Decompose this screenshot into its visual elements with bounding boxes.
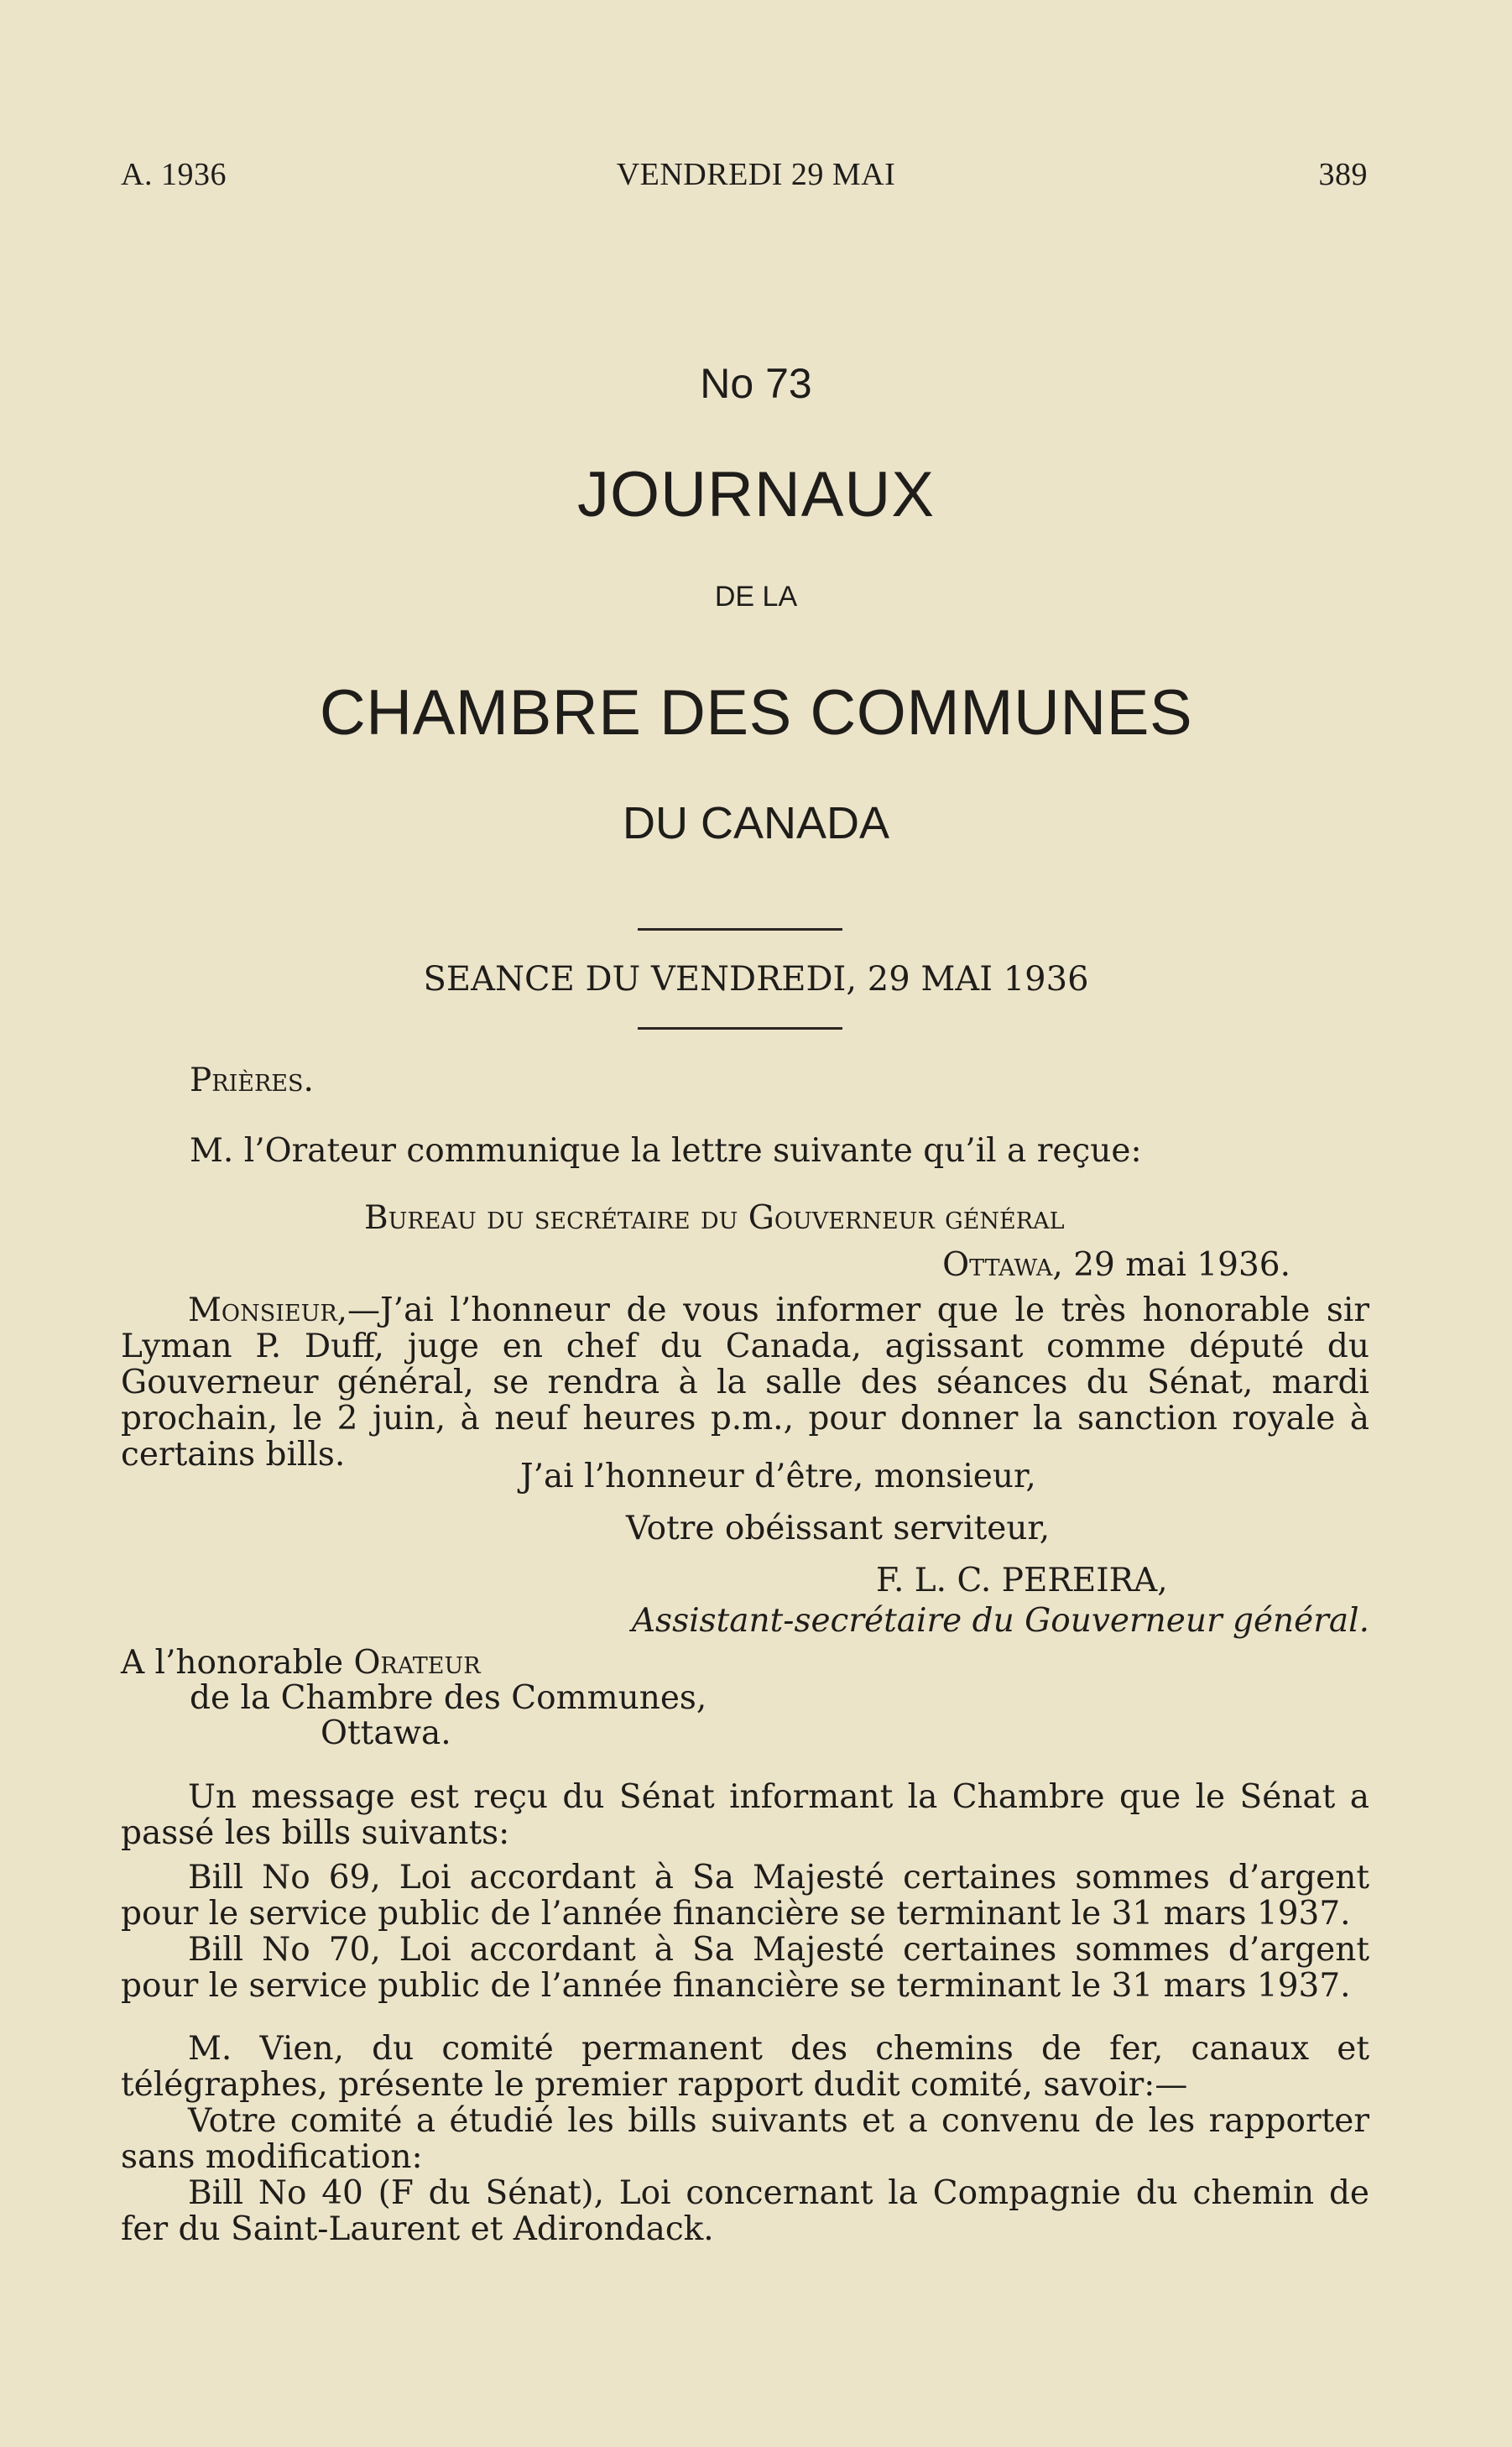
title-de-la: DE LA [714, 581, 798, 613]
page-title: JOURNAUX [576, 459, 936, 530]
address-orateur: Orateur [353, 1644, 481, 1682]
letter-dateline [942, 1247, 1290, 1283]
letter-office: Bureau du secrétaire du Gouverneur général [364, 1199, 1065, 1237]
bill-40: Bill No 40 (F du Sénat), Loi concernant la Compagnie du chemin de fer du Saint-Laurent et Adirondack. [121, 2174, 1369, 2248]
address-line-3: Ottawa. [321, 1714, 451, 1752]
title-chambre: CHAMBRE DES COMMUNES [319, 677, 1193, 749]
letter-closing-1: J’ai l’honneur d’être, monsieur, [520, 1458, 1036, 1495]
address-line-2: de la Chambre des Communes, [190, 1679, 707, 1717]
bill-69: Bill No 69, Loi accordant à Sa Majesté certaines sommes d’argent pour le service public de l’année financière se terminant le 31 mars 1937. [121, 1859, 1369, 1933]
letter-signature: F. L. C. PEREIRA, [876, 1562, 1168, 1599]
header-date: VENDREDI 29 MAI [616, 157, 896, 192]
divider-top [638, 928, 842, 931]
divider-bottom [638, 1027, 842, 1030]
letter-place: Ottawa, [942, 1246, 1063, 1284]
letter-body-text: —J’ai l’honneur de vous informer que le très honorable sir Lyman P. Duff, juge en chef du Canada, agissant comme député du Gouverneur général, se rendra à la salle des séances du Sénat, mardi prochain, le 2 juin, à neuf heures p.m., pour donner la sanction royale à certains bills. [121, 1291, 1369, 1474]
vien-report: M. Vien, du comité permanent des chemins de fer, canaux et télégraphes, présente le premier rapport dudit comité, savoir:— [121, 2030, 1369, 2104]
session-heading: SEANCE DU VENDREDI, 29 MAI 1936 [423, 960, 1089, 999]
header-year: A. 1936 [121, 157, 227, 192]
senate-message: Un message est reçu du Sénat informant la Chambre que le Sénat a passé les bills suivants: [121, 1778, 1369, 1852]
committee-report: Votre comité a étudié les bills suivants et a convenu de les rapporter sans modification: [121, 2102, 1369, 2176]
intro-line: M. l’Orateur communique la lettre suivante qu’il a reçue: [190, 1132, 1142, 1170]
letter-body [121, 1292, 1369, 1473]
letter-salutation: Monsieur, [188, 1291, 348, 1329]
letter-closing-2: Votre obéissant serviteur, [626, 1510, 1051, 1547]
address-line-1 [121, 1645, 481, 1681]
letter-signature-title: Assistant-secrétaire du Gouverneur général. [631, 1602, 1369, 1640]
title-canada: DU CANADA [622, 798, 890, 848]
letter-date: 29 mai 1936. [1062, 1246, 1290, 1284]
address-prefix: A l’honorable [121, 1644, 354, 1682]
issue-number: No 73 [700, 360, 812, 407]
prayers: Prières. [190, 1062, 314, 1099]
bill-70: Bill No 70, Loi accordant à Sa Majesté certaines sommes d’argent pour le service public de l’année financière se terminant le 31 mars 1937. [121, 1931, 1369, 2005]
page-number: 389 [1318, 157, 1368, 192]
